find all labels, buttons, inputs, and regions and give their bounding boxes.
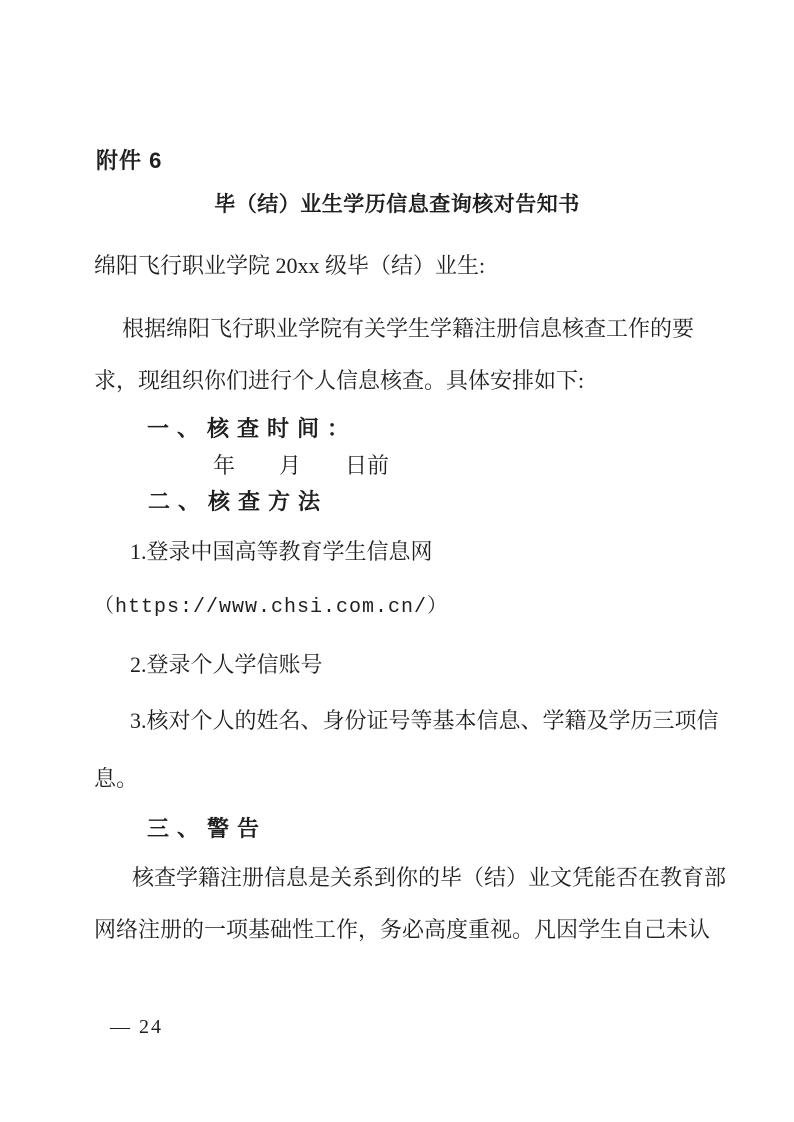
section-2-heading: 二、核查方法 bbox=[148, 489, 329, 514]
salutation: 绵阳飞行职业学院 20xx 级毕（结）业生: bbox=[94, 253, 486, 278]
method-item-2: 2.登录个人学信账号 bbox=[130, 652, 323, 677]
method-item-3: 3.核对个人的姓名、身份证号等基本信息、学籍及学历三项信息。 bbox=[94, 708, 719, 791]
method-item-url: （https://www.chsi.com.cn/） bbox=[94, 596, 449, 619]
method-item-1: 1.登录中国高等教育学生信息网 bbox=[130, 539, 433, 564]
warning-paragraph: 核查学籍注册信息是关系到你的毕（结）业文凭能否在教育部网络注册的一项基础性工作，务必高度重视。凡因学生自己未认 bbox=[94, 865, 727, 942]
section-1-date-blank: 年 月 日前 bbox=[213, 453, 390, 478]
section-1-heading: 一、核查时间： bbox=[147, 416, 358, 441]
attachment-label: 附件 6 bbox=[96, 148, 163, 173]
intro-paragraph: 根据绵阳飞行职业学院有关学生学籍注册信息核查工作的要求，现组织你们进行个人信息核查。具体安排如下: bbox=[94, 316, 695, 393]
page-number: — 24 bbox=[110, 1016, 163, 1038]
section-3-heading: 三、警告 bbox=[147, 816, 268, 841]
page-title: 毕（结）业生学历信息查询核对告知书 bbox=[214, 192, 580, 216]
